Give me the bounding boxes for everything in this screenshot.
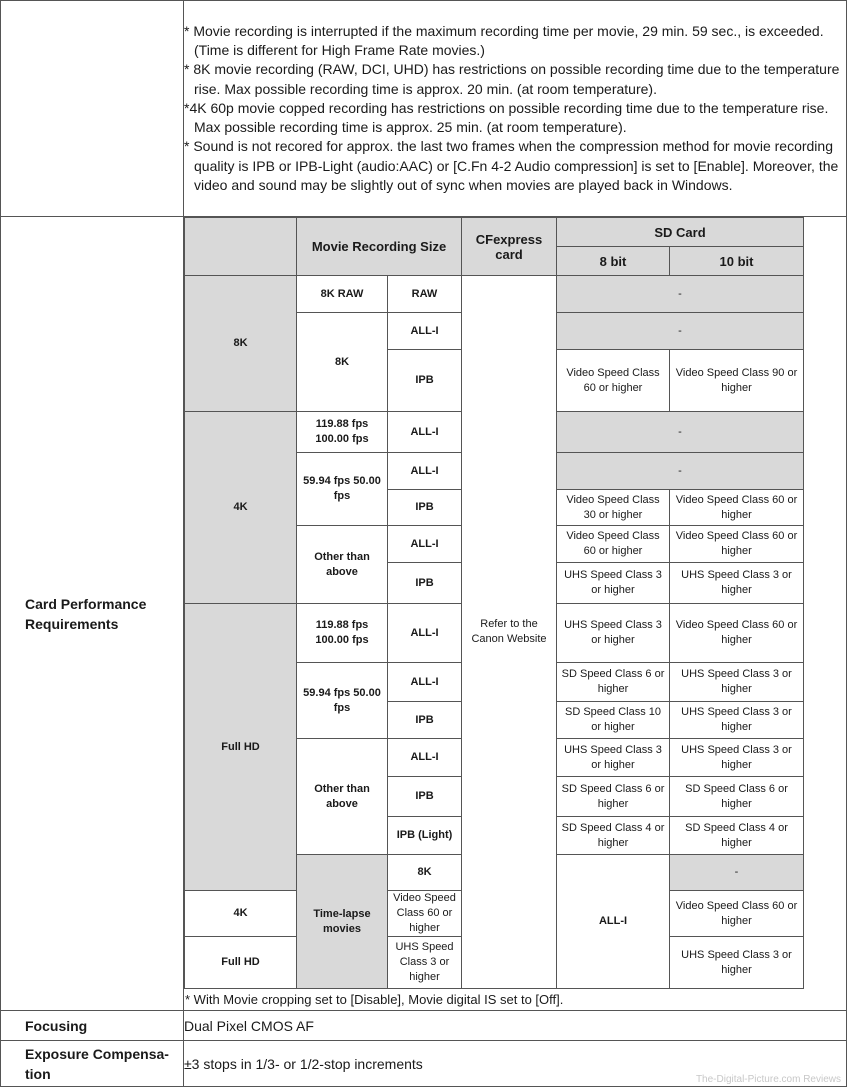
- comp-raw: RAW: [388, 276, 462, 313]
- size-tl-full-hd: Full HD: [185, 937, 297, 989]
- exposure-label: Exposure Compensa-tion: [1, 1041, 184, 1087]
- sd-dash: -: [557, 276, 804, 313]
- header-cfexpress: CFexpress card: [462, 218, 557, 276]
- sd-dash: -: [557, 313, 804, 350]
- header-8-bit: 8 bit: [557, 247, 670, 276]
- header-10-bit: 10 bit: [670, 247, 804, 276]
- sd-8bit-value: UHS Speed Class 3 or higher: [388, 937, 462, 989]
- size-other: Other than above: [297, 526, 388, 604]
- size-8k: 8K: [297, 313, 388, 412]
- sd-10bit-value: Video Speed Class 60 or higher: [670, 891, 804, 937]
- size-other: Other than above: [297, 739, 388, 855]
- size-tl-8k: 8K: [388, 855, 462, 891]
- sd-10bit-value: UHS Speed Class 3 or higher: [670, 563, 804, 604]
- comp-ipb: IPB: [388, 490, 462, 526]
- focusing-label: Focusing: [1, 1011, 184, 1041]
- comp-all-i: ALL-I: [388, 412, 462, 453]
- sd-dash: -: [557, 412, 804, 453]
- card-footnote: * With Movie cropping set to [Disable], Movie digital IS set to [Off].: [185, 992, 564, 1007]
- notes-cell: [184, 1, 847, 217]
- comp-all-i: ALL-I: [388, 739, 462, 777]
- sd-8bit-value: Video Speed Class 60 or higher: [388, 891, 462, 937]
- header-movie-recording-size: Movie Recording Size: [297, 218, 462, 276]
- note-item: * Movie recording is interrupted if the maximum recording time per movie, 29 min. 59 sec., is exceeded. (Time is different for High Frame Rate movies.): [184, 23, 824, 59]
- sd-10bit-value: SD Speed Class 6 or higher: [670, 777, 804, 817]
- comp-ipb-light: IPB (Light): [388, 817, 462, 855]
- sd-8bit-value: SD Speed Class 6 or higher: [557, 777, 670, 817]
- size-60fps: 59.94 fps 50.00 fps: [297, 453, 388, 526]
- comp-all-i: ALL-I: [388, 604, 462, 663]
- sd-8bit-value: SD Speed Class 10 or higher: [557, 702, 670, 739]
- card-performance-row: [1, 217, 847, 1011]
- sd-10bit-value: UHS Speed Class 3 or higher: [670, 702, 804, 739]
- size-8k-raw: 8K RAW: [297, 276, 388, 313]
- comp-ipb: IPB: [388, 563, 462, 604]
- sd-8bit-value: SD Speed Class 4 or higher: [557, 817, 670, 855]
- exposure-value: ±3 stops in 1/3- or 1/2-stop increments: [184, 1041, 847, 1087]
- group-8k: 8K: [185, 276, 297, 412]
- sd-10bit-value: Video Speed Class 60 or higher: [670, 490, 804, 526]
- card-requirements-table: [184, 217, 804, 989]
- size-120fps: 119.88 fps 100.00 fps: [297, 604, 388, 663]
- group-full-hd: Full HD: [185, 604, 297, 891]
- sd-10bit-value: UHS Speed Class 3 or higher: [670, 663, 804, 702]
- comp-ipb: IPB: [388, 777, 462, 817]
- sd-dash: -: [557, 453, 804, 490]
- size-60fps: 59.94 fps 50.00 fps: [297, 663, 388, 739]
- notes-label-cell: [1, 1, 184, 217]
- sd-8bit-value: SD Speed Class 6 or higher: [557, 663, 670, 702]
- note-item: * 8K movie recording (RAW, DCI, UHD) has restrictions on possible recording time due to the temperature rise. Max possible recording time is approx. 20 min. (at room temperature).: [184, 61, 840, 97]
- comp-all-i: ALL-I: [557, 855, 670, 989]
- size-tl-4k: 4K: [185, 891, 297, 937]
- focusing-row: [1, 1011, 847, 1041]
- sd-8bit-value: Video Speed Class 60 or higher: [557, 350, 670, 412]
- sd-dash: -: [670, 855, 804, 891]
- notes-row: [1, 1, 847, 217]
- note-item: * Sound is not recored for approx. the last two frames when the compression method for movie recording quality is IPB or IPB-Light (audio:AAC) or [C.Fn 4-2 Audio compression] is set to [Enable]. Moreover, the video and sound may be slightly out of sync when movies are played back in Windows.: [184, 138, 839, 193]
- comp-all-i: ALL-I: [388, 663, 462, 702]
- header-blank: [185, 218, 297, 276]
- group-4k: 4K: [185, 412, 297, 604]
- comp-all-i: ALL-I: [388, 453, 462, 490]
- header-sd-card: SD Card: [557, 218, 804, 247]
- sd-8bit-value: UHS Speed Class 3 or higher: [557, 563, 670, 604]
- sd-10bit-value: Video Speed Class 60 or higher: [670, 526, 804, 563]
- sd-8bit-value: UHS Speed Class 3 or higher: [557, 739, 670, 777]
- comp-ipb: IPB: [388, 702, 462, 739]
- comp-all-i: ALL-I: [388, 526, 462, 563]
- sd-8bit-value: Video Speed Class 30 or higher: [557, 490, 670, 526]
- card-performance-label: Card Performance Requirements: [1, 217, 184, 1011]
- sd-10bit-value: Video Speed Class 90 or higher: [670, 350, 804, 412]
- sd-10bit-value: UHS Speed Class 3 or higher: [670, 937, 804, 989]
- comp-ipb: IPB: [388, 350, 462, 412]
- group-time-lapse: Time-lapse movies: [297, 855, 388, 989]
- sd-8bit-value: UHS Speed Class 3 or higher: [557, 604, 670, 663]
- sd-10bit-value: UHS Speed Class 3 or higher: [670, 739, 804, 777]
- note-item: *4K 60p movie copped recording has restrictions on possible recording time due to the temperature rise. Max possible recording time is approx. 25 min. (at room temperature).: [184, 99, 829, 136]
- sd-10bit-value: Video Speed Class 60 or higher: [670, 604, 804, 663]
- focusing-value: Dual Pixel CMOS AF: [184, 1011, 847, 1041]
- sd-8bit-value: Video Speed Class 60 or higher: [557, 526, 670, 563]
- sd-10bit-value: SD Speed Class 4 or higher: [670, 817, 804, 855]
- size-120fps: 119.88 fps 100.00 fps: [297, 412, 388, 453]
- watermark: The-Digital-Picture.com Reviews: [695, 1074, 841, 1085]
- cfexpress-value: Refer to the Canon Website: [462, 276, 557, 989]
- card-performance-cell: [184, 217, 847, 1011]
- comp-all-i: ALL-I: [388, 313, 462, 350]
